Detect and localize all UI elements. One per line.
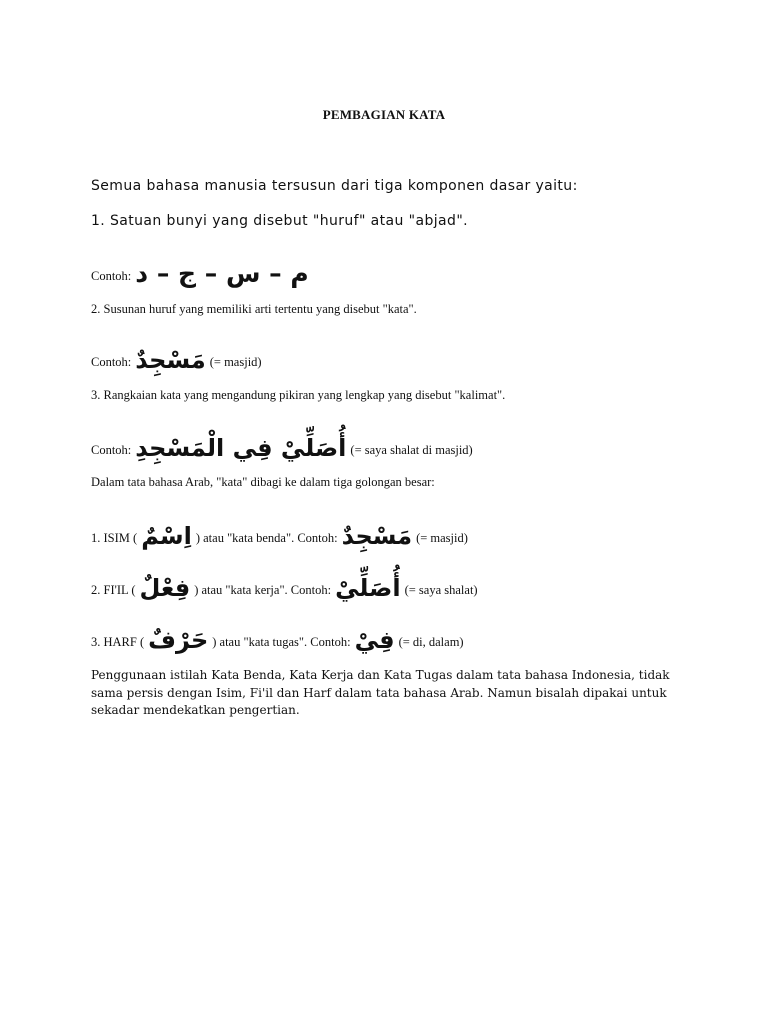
harf-arabic: حَرْفٌ	[148, 626, 209, 654]
harf-meaning: (= di, dalam)	[398, 635, 464, 649]
harf-prefix: 3. HARF (	[91, 635, 145, 649]
page-title: PEMBAGIAN KATA	[322, 107, 446, 122]
division-intro-text: Dalam tata bahasa Arab, "kata" dibagi ke dalam tiga golongan besar:	[91, 475, 435, 489]
example-1-label: Contoh:	[91, 269, 132, 283]
isim-meaning: (= masjid)	[416, 531, 468, 545]
fiil-line	[91, 558, 478, 602]
point-3-text: 3. Rangkaian kata yang mengandung pikiran yang lengkap yang disebut "kalimat".	[91, 388, 506, 402]
example-2-arabic: مَسْجِدٌ	[135, 346, 206, 374]
harf-line	[91, 610, 464, 654]
example-3-arabic: أُصَلِّيْ فِي الْمَسْجِدِ	[135, 434, 347, 462]
example-3-line	[91, 418, 473, 462]
example-2-line	[91, 330, 262, 374]
intro-text: Semua bahasa manusia tersusun dari tiga komponen dasar yaitu:	[91, 178, 578, 194]
fiil-example-arabic: أُصَلِّيْ	[335, 574, 401, 602]
isim-example-arabic: مَسْجِدٌ	[341, 522, 413, 550]
point-2-text: 2. Susunan huruf yang memiliki arti tertentu yang disebut "kata".	[91, 302, 417, 316]
isim-middle: ) atau "kata benda". Contoh:	[195, 531, 338, 545]
fiil-arabic: فِعْلٌ	[139, 574, 191, 602]
example-1-arabic-letters: م – س – ج – د	[135, 259, 309, 288]
fiil-middle: ) atau "kata kerja". Contoh:	[194, 583, 332, 597]
isim-line	[91, 506, 468, 550]
example-3-meaning: (= saya shalat di masjid)	[350, 443, 473, 457]
example-2-label: Contoh:	[91, 355, 132, 369]
fiil-prefix: 2. FI'IL (	[91, 583, 136, 597]
isim-arabic: اِسْمٌ	[141, 522, 192, 550]
harf-middle: ) atau "kata tugas". Contoh:	[212, 635, 351, 649]
isim-prefix: 1. ISIM (	[91, 531, 138, 545]
closing-paragraph: Penggunaan istilah Kata Benda, Kata Kerja dan Kata Tugas dalam tata bahasa Indonesia, tidak sama persis dengan Isim, Fi'il dan Harf dalam tata bahasa Arab. Namun bisalah dipakai untuk sekadar mendekatkan pengertian.	[91, 668, 670, 717]
harf-example-arabic: فِيْ	[354, 626, 395, 654]
example-3-label: Contoh:	[91, 443, 132, 457]
example-2-meaning: (= masjid)	[209, 355, 262, 369]
fiil-meaning: (= saya shalat)	[404, 583, 478, 597]
point-1-text: 1. Satuan bunyi yang disebut "huruf" atau "abjad".	[91, 213, 469, 229]
example-1-line	[91, 244, 313, 288]
